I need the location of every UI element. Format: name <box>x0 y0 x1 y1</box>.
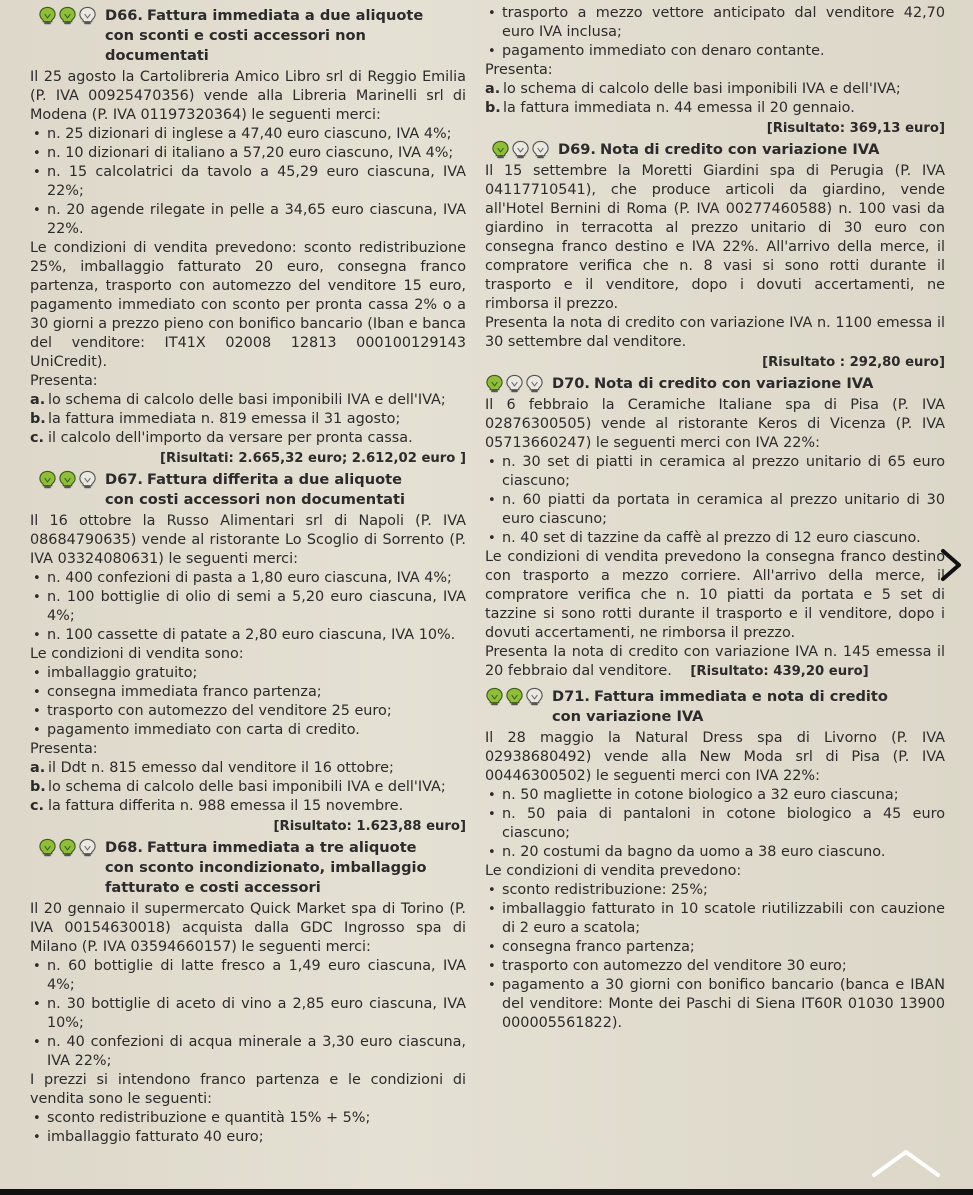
exercise-result: [Risultato : 292,80 euro] <box>762 355 945 370</box>
lightbulb-icon <box>491 140 510 160</box>
exercise-body: Le condizioni di vendita prevedono la consegna franco destino con trasporto a mezzo corriere. All'arrivo della merce, il compratore verifica che n. 10 piatti da portata e 5 set di tazzine si sono rotti durante il trasporto e il venditore, dopo i dovuti accertamenti, ne rimborsa il prezzo. <box>485 549 945 641</box>
lightbulb-outline-icon <box>525 374 544 394</box>
exercise-title <box>558 140 879 160</box>
exercise-code: D66. <box>105 7 143 24</box>
task-item <box>30 429 466 448</box>
exercise-title <box>552 374 873 394</box>
lightbulb-icon <box>38 6 57 26</box>
presenta-label: Presenta: <box>30 741 98 757</box>
list-item: • n. 60 piatti da portata in ceramica al prezzo unitario di 30 euro ciascuno; <box>502 491 945 529</box>
task-text: lo schema di calcolo delle basi imponibili IVA e dell'IVA; <box>48 779 446 795</box>
exercise-intro: Il 16 ottobre la Russo Alimentari srl di Napoli (P. IVA 08684790635) vende al ristorante Lo Scoglio di Sorrento (P. IVA 03324080631) le seguenti merci: <box>30 513 466 567</box>
presenta-label: Presenta: <box>30 373 98 389</box>
conditions-list <box>30 664 466 740</box>
list-item: • sconto redistribuzione e quantità 15% + 5%; <box>47 1109 466 1128</box>
lightbulb-outline-icon <box>511 140 530 160</box>
title-line: con sconti e costi accessori non documentati <box>105 27 366 64</box>
exercise-intro: Il 28 maggio la Natural Dress spa di Livorno (P. IVA 02938680492) vende alla New Moda srl di Pisa (P. IVA 00446300502) le seguenti merci con IVA 22%: <box>485 730 945 784</box>
exercise-intro: Il 6 febbraio la Ceramiche Italiane spa di Pisa (P. IVA 02876300505) vende al ristorante Keros di Vicenza (P. IVA 05713660247) le seguenti merci con IVA 22%: <box>485 397 945 451</box>
exercise-result: [Risultati: 2.665,32 euro; 2.612,02 euro ] <box>160 451 466 466</box>
list-item: • imballaggio gratuito; <box>47 664 466 683</box>
lightbulb-icon <box>485 374 504 394</box>
goods-list <box>485 453 945 548</box>
list-item: • n. 60 bottiglie di latte fresco a 1,49 euro ciascuna, IVA 4%; <box>47 957 466 995</box>
task-letter: b. <box>30 779 46 795</box>
task-item <box>30 391 466 410</box>
title-line: con sconto incondizionato, imballaggio <box>105 859 427 876</box>
lightbulb-icon <box>505 687 524 707</box>
list-item: • pagamento a 30 giorni con bonifico bancario (banca e IBAN del venditore: Monte dei Paschi di Siena IT60R 01030 13900 000005561822). <box>502 976 945 1033</box>
difficulty-indicator <box>38 470 97 490</box>
exercise-d67-header <box>38 470 466 510</box>
sale-conditions: Le condizioni di vendita prevedono: sconto redistribuzione 25%, imballaggio fatturato 20 euro, consegna franco partenza, trasporto con automezzo del venditore 15 euro, pagamento immediato con sconto per pronta cassa 2% o a 30 giorni a prezzo pieno con bonifico bancario (Iban e banca del venditore: IT41X 02008 12813 000100129143 UniCredit). <box>30 240 466 370</box>
title-line: Fattura differita a due aliquote <box>146 471 403 488</box>
list-item: • trasporto con automezzo del venditore 25 euro; <box>47 702 466 721</box>
task-item <box>30 778 466 797</box>
conditions-list <box>30 1109 466 1147</box>
task-text: la fattura differita n. 988 emessa il 15 novembre. <box>48 798 404 814</box>
task-letter: a. <box>485 81 501 97</box>
presenta-text: Presenta la nota di credito con variazione IVA n. 1100 emessa il 30 settembre dal venditore. <box>485 315 945 350</box>
conditions-label: Le condizioni di vendita prevedono: <box>485 863 742 879</box>
list-item: • n. 10 dizionari di italiano a 57,20 euro ciascuno, IVA 4%; <box>47 144 466 163</box>
exercise-code: D70. <box>552 375 590 392</box>
lightbulb-outline-icon <box>78 470 97 490</box>
scroll-up-chevron-icon[interactable] <box>870 1148 942 1178</box>
list-item: • pagamento immediato con denaro contante. <box>502 42 945 61</box>
task-list <box>485 80 945 118</box>
list-item: • n. 100 bottiglie di olio di semi a 5,20 euro ciascuna, IVA 4%; <box>47 588 466 626</box>
task-letter: a. <box>30 392 46 408</box>
task-text: lo schema di calcolo delle basi imponibili IVA e dell'IVA; <box>503 81 901 97</box>
task-item <box>485 99 945 118</box>
conditions-list-continued <box>485 4 945 61</box>
left-column <box>30 4 466 1147</box>
lightbulb-outline-icon <box>505 374 524 394</box>
exercise-d70-header <box>485 374 945 394</box>
presenta-label: Presenta: <box>485 62 553 78</box>
task-item <box>30 797 466 816</box>
lightbulb-icon <box>58 838 77 858</box>
list-item: • consegna immediata franco partenza; <box>47 683 466 702</box>
exercise-code: D68. <box>105 839 143 856</box>
conditions-label: Le condizioni di vendita sono: <box>30 646 244 662</box>
exercise-code: D67. <box>105 471 143 488</box>
goods-list <box>30 957 466 1071</box>
list-item: • imballaggio fatturato in 10 scatole riutilizzabili con cauzione di 2 euro a scatola; <box>502 900 945 938</box>
title-line: Fattura immediata a due aliquote <box>146 7 424 24</box>
difficulty-indicator <box>485 687 544 707</box>
list-item: • sconto redistribuzione: 25%; <box>502 881 945 900</box>
presenta-text <box>485 643 945 681</box>
lightbulb-icon <box>58 6 77 26</box>
list-item: • imballaggio fatturato 40 euro; <box>47 1128 466 1147</box>
task-letter: c. <box>30 798 44 814</box>
task-text: la fattura immediata n. 819 emessa il 31 agosto; <box>48 411 401 427</box>
list-item: • n. 100 cassette di patate a 2,80 euro ciascuna, IVA 10%. <box>47 626 466 645</box>
title-line: con costi accessori non documentati <box>105 491 405 508</box>
exercise-intro: Il 20 gennaio il supermercato Quick Market spa di Torino (P. IVA 00154630018) acquista dalla GDC Ingrosso spa di Milano (P. IVA 03594660157) le seguenti merci: <box>30 901 466 955</box>
task-letter: b. <box>30 411 46 427</box>
exercise-d71-header <box>485 687 945 727</box>
presenta-sentence: Presenta la nota di credito con variazione IVA n. 145 emessa il 20 febbraio dal venditore. <box>485 644 945 679</box>
task-text: il Ddt n. 815 emesso dal venditore il 16 ottobre; <box>48 760 394 776</box>
lightbulb-icon <box>38 470 57 490</box>
lightbulb-outline-icon <box>531 140 550 160</box>
lightbulb-outline-icon <box>525 687 544 707</box>
list-item: • n. 20 costumi da bagno da uomo a 38 euro ciascuno. <box>502 843 945 862</box>
list-item: • trasporto con automezzo del venditore 30 euro; <box>502 957 945 976</box>
list-item: • n. 15 calcolatrici da tavolo a 45,29 euro ciascuna, IVA 22%; <box>47 163 466 201</box>
exercise-code: D71. <box>552 688 590 705</box>
task-item <box>30 759 466 778</box>
lightbulb-icon <box>58 470 77 490</box>
task-list <box>30 759 466 816</box>
difficulty-indicator <box>38 838 97 858</box>
title-line: Nota di credito con variazione IVA <box>593 375 874 392</box>
task-item <box>485 80 945 99</box>
exercise-d69-header <box>491 140 945 160</box>
exercise-title <box>552 687 888 727</box>
list-item: • n. 50 paia di pantaloni in cotone biologico a 45 euro ciascuno; <box>502 805 945 843</box>
title-line: con variazione IVA <box>552 708 704 725</box>
exercise-body: Il 15 settembre la Moretti Giardini spa di Perugia (P. IVA 04117710541), che produce articoli da giardino, vende all'Hotel Bernini di Roma (P. IVA 00277460588) n. 100 vasi da giardino in terracotta al prezzo unitario di 30 euro con consegna franco destino e IVA 22%. All'arrivo della merce, il compratore verifica che n. 8 vasi si sono rotti durante il trasporto e il venditore, dopo i dovuti accertamenti, ne rimborsa il prezzo. <box>485 163 945 312</box>
exercise-title <box>105 6 466 66</box>
exercise-d66-header <box>38 6 466 66</box>
next-page-chevron-icon[interactable] <box>933 548 967 582</box>
lightbulb-outline-icon <box>78 838 97 858</box>
title-line: Fattura immediata a tre aliquote <box>146 839 417 856</box>
exercise-code: D69. <box>558 141 596 158</box>
lightbulb-outline-icon <box>78 6 97 26</box>
title-line: fatturato e costi accessori <box>105 879 321 896</box>
exercise-result: [Risultato: 439,20 euro] <box>690 664 869 679</box>
task-text: il calcolo dell'importo da versare per pronta cassa. <box>48 430 413 446</box>
list-item: • n. 30 bottiglie di aceto di vino a 2,85 euro ciascuna, IVA 10%; <box>47 995 466 1033</box>
bottom-edge <box>0 1189 973 1195</box>
exercise-result: [Risultato: 1.623,88 euro] <box>273 819 466 834</box>
list-item: • n. 20 agende rilegate in pelle a 34,65 euro ciascuna, IVA 22%. <box>47 201 466 239</box>
right-column <box>485 4 945 1033</box>
list-item: • trasporto a mezzo vettore anticipato dal venditore 42,70 euro IVA inclusa; <box>502 4 945 42</box>
lightbulb-icon <box>38 838 57 858</box>
task-text: lo schema di calcolo delle basi imponibili IVA e dell'IVA; <box>48 392 446 408</box>
exercise-intro: Il 25 agosto la Cartolibreria Amico Libro srl di Reggio Emilia (P. IVA 00925470356) vende alla Libreria Marinelli srl di Modena (P. IVA 01197320364) le seguenti merci: <box>30 69 466 123</box>
list-item: • consegna franco partenza; <box>502 938 945 957</box>
task-item <box>30 410 466 429</box>
task-letter: b. <box>485 100 501 116</box>
difficulty-indicator <box>491 140 550 160</box>
lightbulb-icon <box>485 687 504 707</box>
goods-list <box>30 569 466 645</box>
list-item: • n. 25 dizionari di inglese a 47,40 euro ciascuno, IVA 4%; <box>47 125 466 144</box>
title-line: Fattura immediata e nota di credito <box>593 688 888 705</box>
task-text: la fattura immediata n. 44 emessa il 20 gennaio. <box>503 100 855 116</box>
goods-list <box>485 786 945 862</box>
conditions-intro: I prezzi si intendono franco partenza e le condizioni di vendita sono le seguenti: <box>30 1072 466 1107</box>
goods-list <box>30 125 466 239</box>
exercise-d68-header <box>38 838 466 898</box>
difficulty-indicator <box>38 6 97 26</box>
task-list <box>30 391 466 448</box>
exercise-result: [Risultato: 369,13 euro] <box>766 121 945 136</box>
difficulty-indicator <box>485 374 544 394</box>
task-letter: c. <box>30 430 44 446</box>
list-item: • n. 30 set di piatti in ceramica al prezzo unitario di 65 euro ciascuno; <box>502 453 945 491</box>
list-item: • n. 50 magliette in cotone biologico a 32 euro ciascuna; <box>502 786 945 805</box>
exercise-title <box>105 838 427 898</box>
list-item: • n. 400 confezioni di pasta a 1,80 euro ciascuna, IVA 4%; <box>47 569 466 588</box>
list-item: • n. 40 set di tazzine da caffè al prezzo di 12 euro ciascuno. <box>502 529 945 548</box>
list-item: • n. 40 confezioni di acqua minerale a 3,30 euro ciascuna, IVA 22%; <box>47 1033 466 1071</box>
conditions-list <box>485 881 945 1033</box>
list-item: • pagamento immediato con carta di credito. <box>47 721 466 740</box>
title-line: Nota di credito con variazione IVA <box>599 141 880 158</box>
exercise-title <box>105 470 405 510</box>
task-letter: a. <box>30 760 46 776</box>
